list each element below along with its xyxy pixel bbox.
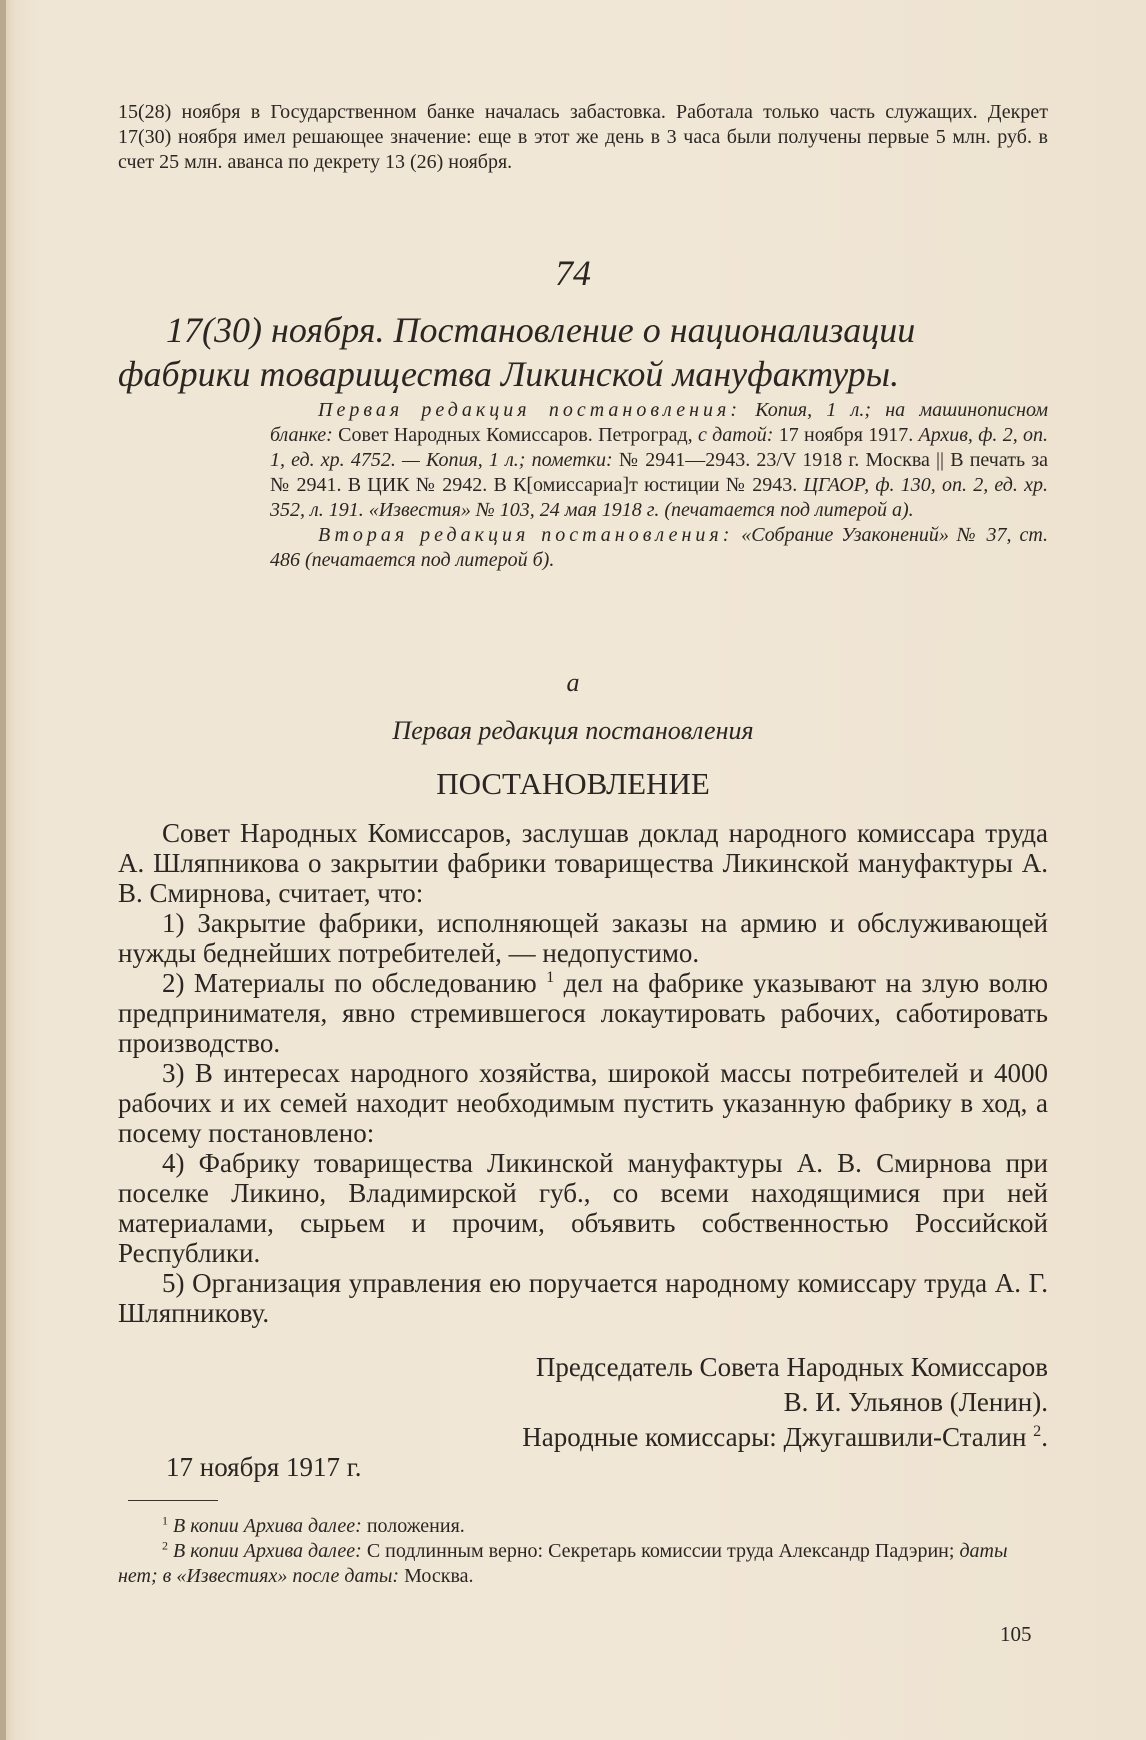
decree-point-4: 4) Фабрику товарищества Ликинской мануфактуры А. В. Смирнова при поселке Ликино, Владимирской губ., со всеми находящимися при ней материалами, сырьем и прочим, объявить собственностью Российской Республики. <box>118 1148 1048 1268</box>
decree-point-2 <box>118 968 1048 1058</box>
footnote-2-italic: В копии Архива далее: <box>173 1540 362 1562</box>
signature-line-3 <box>118 1420 1048 1455</box>
signature-end-period: . <box>1041 1422 1048 1452</box>
variant-title: Первая редакция постановления <box>392 716 754 745</box>
decree-body <box>118 818 1048 1328</box>
decree-point-2-rest: дел на фабрике указывают на злую волю предпринимателя, явно стремившегося локаутировать рабочих, саботировать производство. <box>118 968 1049 1058</box>
source-notes <box>270 398 1048 573</box>
signature-block <box>118 1350 1048 1455</box>
footnote-2-text-2: Москва. <box>404 1565 474 1587</box>
source-first-h: «Известия» № 103, 24 мая 1918 г. (печатается под литерой а). <box>368 499 914 521</box>
signature-line-1: Председатель Совета Народных Комиссаров <box>535 1352 1048 1382</box>
source-first-d: 17 ноября 1917. <box>778 424 914 446</box>
source-first-g: ЦГАОР, ф. 130, оп. 2, ед. хр. 352, л. 191. <box>270 474 1049 521</box>
footnote-2-mark: 2 <box>162 1538 168 1553</box>
source-first-label: Первая редакция постановления: <box>318 399 741 421</box>
source-first-e: Архив, ф. 2, оп. 1, ед. хр. 4752. — Копия, 1 л.; пометки: <box>270 424 1049 471</box>
signature-line-2: В. И. Ульянов (Ленин). <box>783 1387 1048 1417</box>
source-first-b: Совет Народных Комиссаров. Петроград, <box>338 424 693 446</box>
decree-date: 17 ноября 1917 г. <box>166 1452 362 1482</box>
decree-point-1: 1) Закрытие фабрики, исполняющей заказы на армию и обслуживающей нужды беднейших потребителей, — недопустимо. <box>118 908 1048 968</box>
decree-point-2-start: 2) Материалы по обследованию <box>162 968 537 998</box>
decree-title: ПОСТАНОВЛЕНИЕ <box>436 766 710 801</box>
source-first-a: Копия, 1 л.; на машинописном бланке: <box>270 399 1049 446</box>
source-second-text: «Собрание Узаконений» № 37, ст. 486 (печатается под литерой б). <box>270 524 1049 571</box>
footnote-1-mark: 1 <box>162 1513 168 1528</box>
variant-letter: а <box>566 668 580 697</box>
footnote-2-text: С подлинным верно: Секретарь комиссии труда Александр Падэрин; <box>366 1540 955 1562</box>
decree-point-5: 5) Организация управления ею поручается народному комиссару труда А. Г. Шляпникову. <box>118 1268 1048 1328</box>
footnote-1-italic: В копии Архива далее: <box>173 1515 362 1537</box>
page-number: 105 <box>1000 1622 1032 1646</box>
footnote-1-text: положения. <box>366 1515 465 1537</box>
footnote-ref-1: 1 <box>546 968 555 986</box>
source-second-label: Вторая редакция постановления: <box>318 524 734 546</box>
decree-point-3: 3) В интересах народного хозяйства, широкой массы потребителей и 4000 рабочих и их семей находит необходимым пустить указанную фабрику в ход, а посему постановлено: <box>118 1058 1048 1148</box>
document-title: 17(30) ноября. Постановление о национализации фабрики товарищества Ликинской мануфактуры. <box>118 310 916 394</box>
document-number: 74 <box>555 253 591 293</box>
footnote-1 <box>118 1514 1048 1539</box>
footnote-2 <box>118 1539 1048 1589</box>
footnotes <box>118 1514 1048 1589</box>
intro-paragraph: 15(28) ноября в Государственном банке началась забастовка. Работала только часть служащих. Декрет 17(30) ноября имел решающее значение: еще в этот же день в 3 часа были получены первые 5 млн. руб. в счет 25 млн. аванса по декрету 13 (26) ноября. <box>118 101 1048 173</box>
footnote-ref-2: 2 <box>1033 1422 1042 1440</box>
source-first-f: № 2941—2943. 23/V 1918 г. Москва || В печать за № 2941. В ЦИК № 2942. В К[омиссариа]т юстиции № 2943. <box>270 449 1048 496</box>
source-second-edition <box>270 523 1048 573</box>
source-first-c: с датой: <box>697 424 774 446</box>
signature-commissars: Народные комиссары: Джугашвили-Сталин <box>522 1422 1027 1452</box>
footnote-2-italic-2: даты нет; в «Известиях» после даты: <box>118 1540 1008 1587</box>
footnote-divider <box>128 1500 218 1501</box>
decree-preamble: Совет Народных Комиссаров, заслушав доклад народного комиссара труда А. Шляпникова о закрытии фабрики товарищества Ликинской мануфактуры А. В. Смирнова, считает, что: <box>118 818 1048 908</box>
source-first-edition <box>270 398 1048 523</box>
